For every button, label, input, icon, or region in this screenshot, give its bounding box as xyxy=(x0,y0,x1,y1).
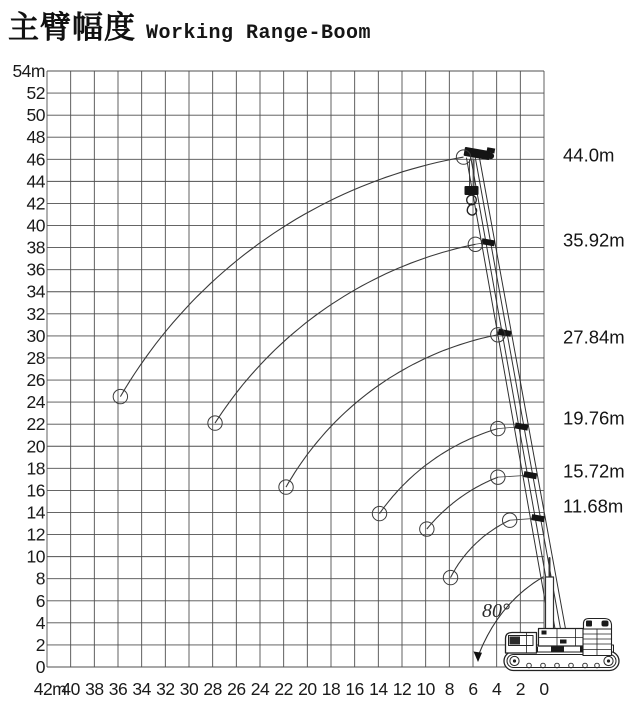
y-tick-label: 14 xyxy=(26,502,45,523)
y-tick-label: 38 xyxy=(26,237,45,258)
x-tick-label: 30 xyxy=(179,679,199,699)
x-tick-label: 42m xyxy=(33,679,67,699)
x-tick-label: 0 xyxy=(539,679,549,699)
y-tick-label: 2 xyxy=(35,634,45,655)
y-tick-label: 12 xyxy=(26,524,45,545)
hook-icon xyxy=(465,160,479,215)
x-tick-label: 38 xyxy=(85,679,104,699)
y-tick-label: 50 xyxy=(26,105,45,126)
x-tick-label: 18 xyxy=(321,679,341,699)
x-tick-label: 34 xyxy=(132,679,151,699)
page-title xyxy=(8,2,371,47)
boom-angle-label: 80° xyxy=(482,600,510,622)
y-tick-label: 40 xyxy=(26,215,45,236)
x-tick-label: 10 xyxy=(416,679,435,699)
boom-length-label: 15.72m xyxy=(563,460,625,482)
x-tick-label: 14 xyxy=(369,679,388,699)
y-tick-label: 34 xyxy=(26,281,45,302)
y-tick-label: 30 xyxy=(26,325,45,346)
x-tick-label: 36 xyxy=(108,679,128,699)
x-tick-label: 2 xyxy=(515,679,525,699)
x-tick-label: 12 xyxy=(392,679,412,699)
y-tick-label: 6 xyxy=(35,590,45,611)
y-tick-label: 20 xyxy=(26,436,45,457)
y-tick-label: 24 xyxy=(26,392,45,413)
range-arc-11.68m xyxy=(451,520,510,577)
y-tick-label: 22 xyxy=(26,414,45,435)
y-tick-label: 10 xyxy=(26,546,45,567)
arc-endpoint-marker xyxy=(456,150,470,164)
crane-boom xyxy=(467,156,568,639)
boom-joint-mark xyxy=(531,514,545,522)
x-tick-label: 6 xyxy=(468,679,478,699)
y-tick-label: 52 xyxy=(26,83,45,104)
x-tick-label: 26 xyxy=(227,679,246,699)
y-tick-label: 36 xyxy=(26,259,45,280)
x-tick-label: 22 xyxy=(274,679,293,699)
y-tick-label: 54m xyxy=(12,61,45,81)
y-tick-label: 4 xyxy=(35,612,45,633)
y-tick-label: 46 xyxy=(26,149,45,170)
x-tick-label: 8 xyxy=(444,679,454,699)
range-arc-35.92m xyxy=(215,244,475,423)
boom-length-label: 11.68m xyxy=(563,495,624,517)
range-arc-15.72m xyxy=(427,477,498,529)
boom-joint-mark xyxy=(523,471,537,479)
y-tick-label: 8 xyxy=(35,568,45,589)
y-tick-label: 18 xyxy=(26,458,45,479)
range-arc-44.0m xyxy=(120,157,463,397)
y-tick-label: 0 xyxy=(35,657,45,677)
y-tick-label: 32 xyxy=(26,303,45,324)
y-tick-label: 16 xyxy=(26,480,45,501)
boom-length-label: 35.92m xyxy=(563,229,625,251)
arc-endpoint-marker xyxy=(420,522,434,536)
x-tick-label: 28 xyxy=(203,679,222,699)
y-tick-label: 28 xyxy=(26,347,45,368)
y-tick-label: 48 xyxy=(26,127,45,148)
x-tick-label: 24 xyxy=(250,679,270,699)
boom-length-label: 44.0m xyxy=(563,144,615,166)
y-tick-label: 42 xyxy=(26,193,45,214)
x-tick-label: 20 xyxy=(298,679,317,699)
arc-endpoint-marker xyxy=(113,389,127,403)
boom-length-label: 27.84m xyxy=(563,326,625,348)
page-title-en: Working Range-Boom xyxy=(146,22,372,45)
crane-cab xyxy=(506,633,537,654)
page-title-zh: 主臂幅度 xyxy=(8,10,136,45)
boom-joint-mark xyxy=(481,238,495,246)
x-tick-label: 4 xyxy=(492,679,502,699)
crane-counterweight xyxy=(583,619,612,656)
boom-cylinder xyxy=(546,558,554,638)
x-tick-label: 16 xyxy=(345,679,364,699)
x-tick-label: 32 xyxy=(156,679,175,699)
y-tick-label: 26 xyxy=(26,370,45,391)
y-tick-label: 44 xyxy=(26,171,45,192)
range-arc-19.76m xyxy=(380,429,498,514)
boom-length-label: 19.76m xyxy=(563,407,625,429)
x-tick-label: 40 xyxy=(61,679,80,699)
range-arcs xyxy=(113,150,545,585)
